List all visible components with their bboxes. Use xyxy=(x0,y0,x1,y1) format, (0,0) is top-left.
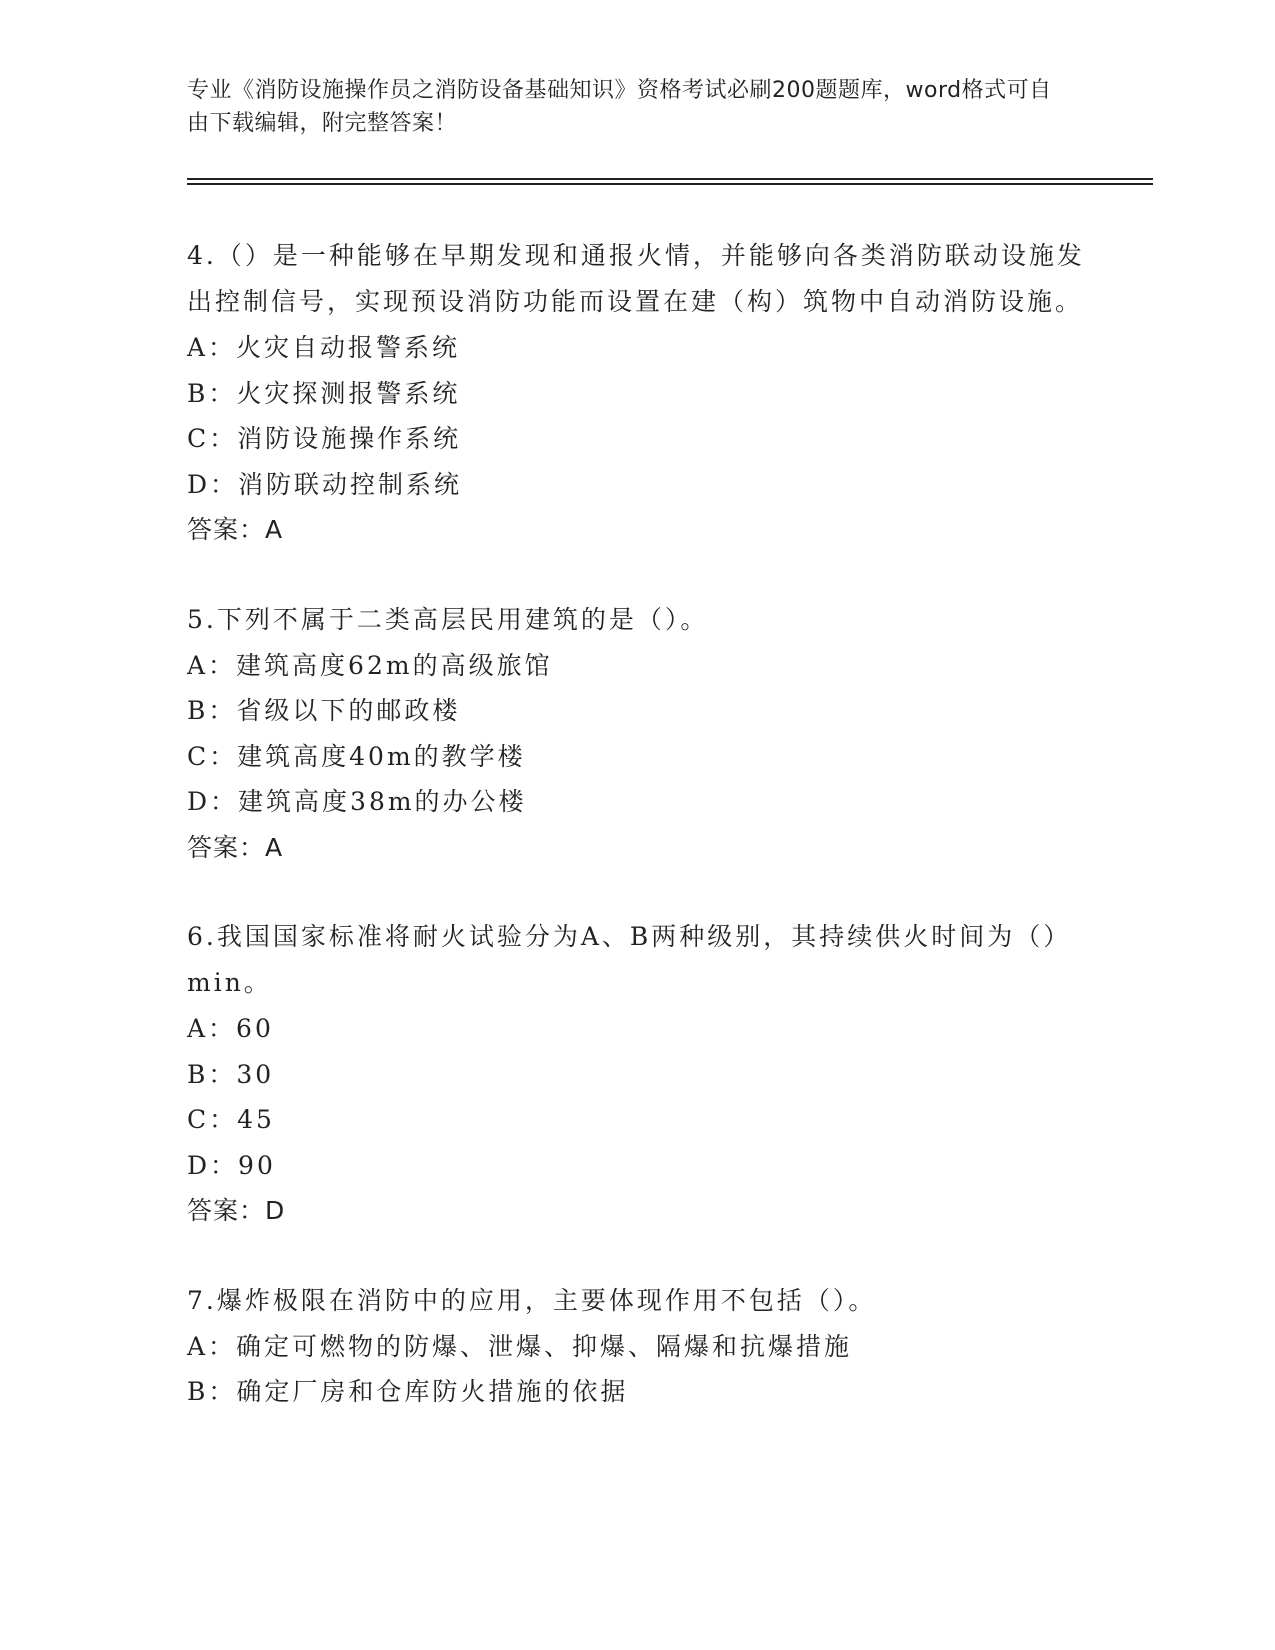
option-b: B：省级以下的邮政楼 xyxy=(187,696,461,725)
option-a: A：建筑高度62m的高级旅馆 xyxy=(187,650,553,680)
question-5 xyxy=(187,597,1087,871)
question-list xyxy=(187,233,1087,1459)
question-stem: 4.（）是一种能够在早期发现和通报火情，并能够向各类消防联动设施发出控制信号，实现预设消防功能而设置在建（构）筑物中自动消防设施。 xyxy=(187,241,1085,316)
header-divider-bottom xyxy=(187,183,1153,185)
option-c: C：45 xyxy=(187,1105,275,1134)
header-divider-top xyxy=(187,178,1153,180)
option-c: C：消防设施操作系统 xyxy=(187,424,462,453)
answer-text: 答案：D xyxy=(187,1196,286,1225)
question-stem: 6.我国国家标准将耐火试验分为A、B两种级别，其持续供火时间为（）min。 xyxy=(187,922,1072,997)
answer-text: 答案：A xyxy=(187,515,284,544)
option-a: A：火灾自动报警系统 xyxy=(187,333,461,362)
question-stem: 7.爆炸极限在消防中的应用，主要体现作用不包括（）。 xyxy=(187,1285,877,1315)
option-b: B：确定厂房和仓库防火措施的依据 xyxy=(187,1377,629,1406)
question-stem: 5.下列不属于二类高层民用建筑的是（）。 xyxy=(187,604,709,634)
question-4 xyxy=(187,233,1087,553)
option-c: C：建筑高度40m的教学楼 xyxy=(187,741,526,771)
option-d: D：消防联动控制系统 xyxy=(187,469,463,499)
option-b: B：火灾探测报警系统 xyxy=(187,378,461,408)
option-b: B：30 xyxy=(187,1059,275,1089)
question-6 xyxy=(187,914,1087,1234)
question-7 xyxy=(187,1278,1087,1415)
option-d: D：90 xyxy=(187,1150,276,1180)
option-d: D：建筑高度38m的办公楼 xyxy=(187,787,527,816)
option-a: A：确定可燃物的防爆、泄爆、抑爆、隔爆和抗爆措施 xyxy=(187,1331,853,1361)
answer-text: 答案：A xyxy=(187,832,284,862)
option-a: A：60 xyxy=(187,1014,274,1043)
document-header: 专业《消防设施操作员之消防设备基础知识》资格考试必刷200题题库，word格式可自由下载编辑，附完整答案！ xyxy=(187,78,1052,136)
